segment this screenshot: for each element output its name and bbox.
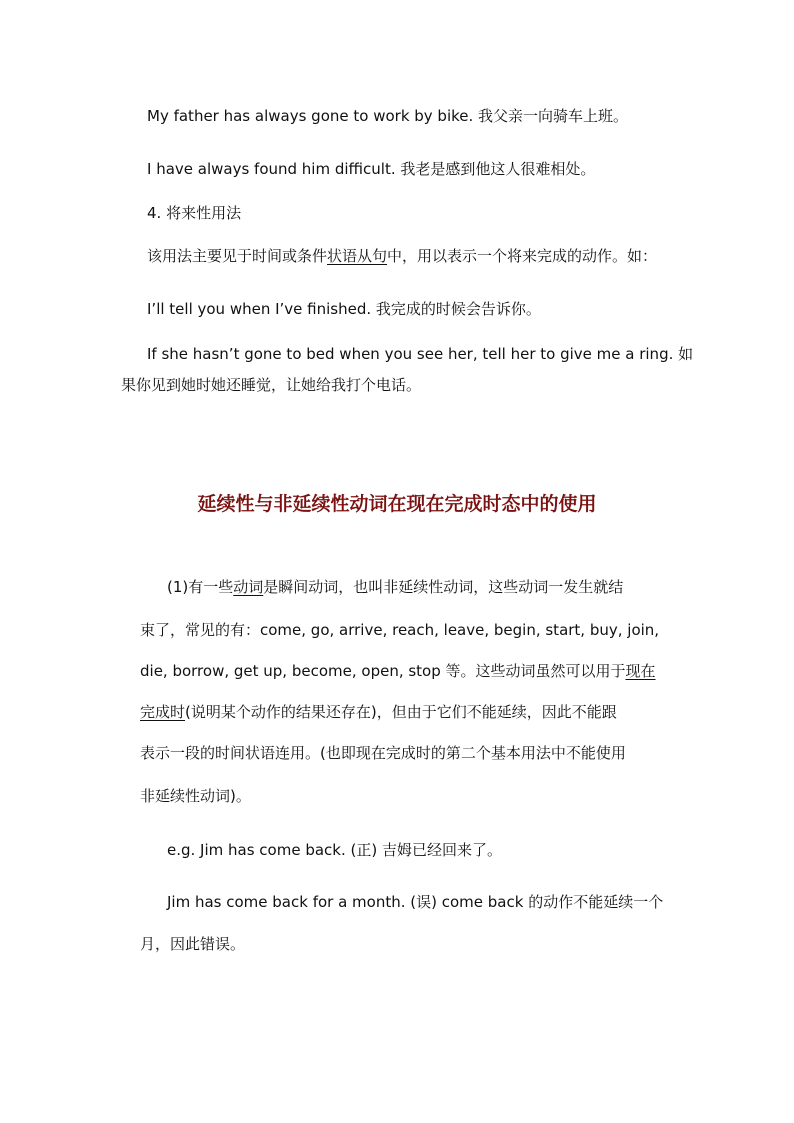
usage-4-title: 4. 将来性用法 (147, 204, 242, 222)
example-wrong-line-1: Jim has come back for a month. (误) come back 的动作不能延续一个 (167, 893, 664, 911)
example-ring-line-2: 果你见到她时她还睡觉，让她给我打个电话。 (121, 376, 422, 394)
paragraph-1-line-6: 非延续性动词)。 (140, 787, 251, 805)
usage-4-description (147, 246, 657, 266)
p1-l4-text-b: (说明某个动作的结果还存在)，但由于它们不能延续，因此不能跟 (185, 703, 617, 721)
usage-4-desc-text-b: 中，用以表示一个将来完成的动作。如： (387, 247, 658, 265)
perfect-tense-link[interactable]: 完成时 (140, 703, 186, 721)
p1-l1-text-b: 是瞬间动词，也叫非延续性动词，这些动词一发生就结 (263, 578, 624, 596)
usage-4-desc-text-a: 该用法主要见于时间或条件 (147, 247, 328, 265)
p1-l3-text-a: die, borrow, get up, become, open, stop 等。这些动词虽然可以用于 (140, 662, 626, 680)
p1-l1-text-a: (1)有一些 (167, 578, 234, 596)
present-link[interactable]: 现在 (625, 662, 656, 680)
example-finished: I’ll tell you when I’ve finished. 我完成的时候会告诉你。 (147, 300, 541, 318)
paragraph-1-line-1 (167, 577, 623, 597)
example-ring-line-1: If she hasn’t gone to bed when you see her, tell her to give me a ring. 如 (147, 345, 694, 363)
paragraph-1-line-2: 束了，常见的有：come, go, arrive, reach, leave, begin, start, buy, join, (140, 621, 660, 639)
paragraph-1-line-3 (140, 661, 656, 681)
example-correct: e.g. Jim has come back. (正) 吉姆已经回来了。 (167, 841, 502, 859)
paragraph-1-line-4 (140, 702, 617, 722)
paragraph-1-line-5: 表示一段的时间状语连用。(也即现在完成时的第二个基本用法中不能使用 (140, 744, 626, 762)
section-heading: 延续性与非延续性动词在现在完成时态中的使用 (197, 493, 597, 515)
example-bike: My father has always gone to work by bike. 我父亲一向骑车上班。 (147, 107, 629, 125)
example-wrong-line-2: 月，因此错误。 (140, 935, 246, 953)
example-difficult: I have always found him difficult. 我老是感到他这人很难相处。 (147, 160, 596, 178)
verb-link[interactable]: 动词 (233, 578, 264, 596)
adverbial-clause-link[interactable]: 状语从句 (327, 247, 388, 265)
